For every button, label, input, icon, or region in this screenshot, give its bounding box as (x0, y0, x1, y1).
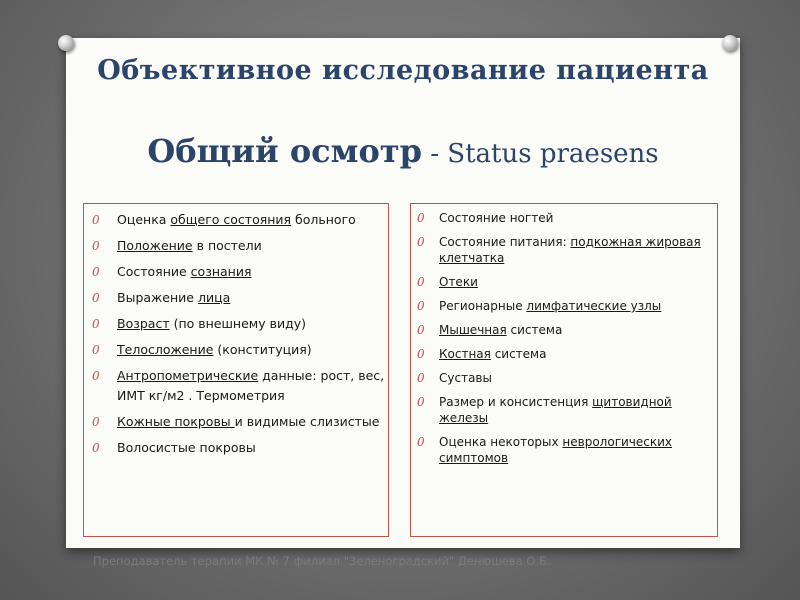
list-item (84, 366, 386, 406)
list-item-text: лимфатические узлы (526, 299, 662, 313)
list-item (84, 340, 386, 360)
bullet-icon: 0 (92, 415, 100, 429)
list-item (411, 298, 715, 314)
bullet-icon: 0 (92, 291, 100, 305)
list-item-text: (конституция) (213, 342, 312, 357)
list-item-text: Размер и консистенция (439, 395, 593, 409)
list-item-text: данные: рост, вес, ИМТ кг/м2 . Термометрия (117, 368, 385, 403)
list-item (411, 274, 715, 290)
list-item-text: Регионарные (439, 299, 527, 313)
bullet-icon: 0 (417, 395, 425, 409)
left-list (84, 210, 386, 464)
pushpin-icon (58, 35, 74, 51)
list-item (84, 288, 386, 308)
bullet-icon: 0 (92, 265, 100, 279)
list-item-text: больного (291, 212, 356, 227)
list-item-text: Состояние питания: (439, 235, 571, 249)
bullet-icon: 0 (92, 343, 100, 357)
list-item (84, 412, 386, 432)
bullet-icon: 0 (417, 275, 425, 289)
bullet-icon: 0 (417, 323, 425, 337)
list-item-text: система (490, 347, 547, 361)
list-item-text: и видимые слизистые (234, 414, 380, 429)
list-item (411, 434, 715, 466)
list-item-text: сознания (190, 264, 252, 279)
list-item-text: в постели (192, 238, 262, 253)
list-item-text: Кожные покровы (117, 414, 235, 429)
list-item (411, 234, 715, 266)
pushpin-icon (722, 35, 738, 51)
left-list-box (83, 203, 389, 537)
list-item-text: лица (197, 290, 231, 305)
slide-subtitle (66, 132, 740, 170)
bullet-icon: 0 (417, 235, 425, 249)
right-list (411, 210, 715, 474)
list-item-text: Мышечная (439, 323, 507, 337)
bullet-icon: 0 (92, 369, 100, 383)
list-item (84, 210, 386, 230)
list-item (411, 346, 715, 362)
list-item (411, 370, 715, 386)
bullet-icon: 0 (92, 317, 100, 331)
list-item-text: Отеки (439, 275, 478, 289)
list-item-text: Оценка (117, 212, 171, 227)
bullet-icon: 0 (417, 347, 425, 361)
subtitle-rest: - Status praesens (421, 139, 659, 169)
list-item-text: Состояние ногтей (439, 211, 554, 225)
list-item (84, 262, 386, 282)
bullet-icon: 0 (417, 435, 425, 449)
list-item-text: Выражение (117, 290, 198, 305)
list-item-text: Оценка некоторых (439, 435, 563, 449)
list-item (411, 322, 715, 338)
subtitle-main: Общий осмотр (147, 132, 422, 170)
list-item (411, 394, 715, 426)
list-item-text: Телосложение (117, 342, 214, 357)
list-item-text: Антропометрические (117, 368, 259, 383)
list-item (84, 314, 386, 334)
list-item-text: Возраст (117, 316, 170, 331)
footer-text: Преподаватель терапии МК № 7 филиал "Зеленоградский" Денюшева О.Б. (93, 554, 551, 568)
right-list-box (410, 203, 718, 537)
list-item-text: щитовидной железы (439, 395, 672, 425)
bullet-icon: 0 (92, 239, 100, 253)
bullet-icon: 0 (92, 441, 100, 455)
list-item (411, 210, 715, 226)
list-item-text: Суставы (439, 371, 492, 385)
list-item-text: подкожная жировая клетчатка (439, 235, 701, 265)
slide-title: Объективное исследование пациента (97, 55, 709, 86)
list-item-text: общего состояния (170, 212, 292, 227)
list-item-text: Состояние (117, 264, 191, 279)
list-item (84, 438, 386, 458)
list-item-text: неврологических симптомов (439, 435, 673, 465)
bullet-icon: 0 (92, 213, 100, 227)
list-item-text: Положение (117, 238, 193, 253)
bullet-icon: 0 (417, 299, 425, 313)
list-item-text: система (506, 323, 563, 337)
bullet-icon: 0 (417, 211, 425, 225)
list-item-text: (по внешнему виду) (169, 316, 307, 331)
list-item-text: Костная (439, 347, 491, 361)
list-item-text: Волосистые покровы (117, 440, 256, 455)
list-item (84, 236, 386, 256)
bullet-icon: 0 (417, 371, 425, 385)
